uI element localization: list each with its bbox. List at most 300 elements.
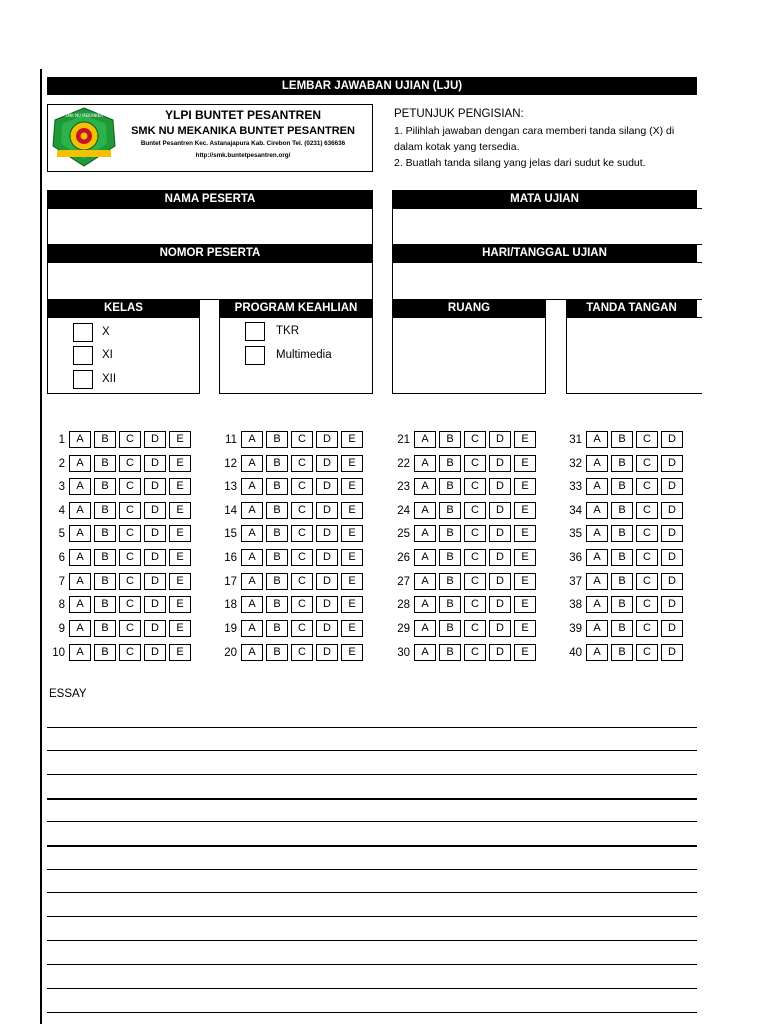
answer-option-box[interactable]: D bbox=[489, 573, 511, 590]
answer-option-box[interactable]: D bbox=[489, 455, 511, 472]
answer-option-box[interactable]: A bbox=[69, 525, 91, 542]
answer-option-box[interactable]: B bbox=[94, 478, 116, 495]
answer-option-box[interactable]: D bbox=[489, 596, 511, 613]
hari-tanggal-header: HARI/TANGGAL UJIAN bbox=[392, 244, 697, 263]
question-number: 13 bbox=[224, 480, 237, 493]
tanda-tangan-field[interactable] bbox=[566, 317, 702, 394]
question-row bbox=[392, 620, 539, 637]
instructions-heading: PETUNJUK PENGISIAN: bbox=[394, 108, 524, 120]
answer-option-box[interactable]: B bbox=[439, 431, 461, 448]
essay-line[interactable] bbox=[47, 727, 697, 728]
question-row bbox=[47, 478, 194, 495]
answer-option-box[interactable]: E bbox=[514, 502, 536, 519]
question-number: 8 bbox=[58, 598, 65, 611]
question-row bbox=[219, 596, 366, 613]
answer-option-box[interactable]: B bbox=[94, 549, 116, 566]
answer-option-box[interactable]: C bbox=[291, 455, 313, 472]
answer-option-box[interactable]: C bbox=[119, 644, 141, 661]
essay-line[interactable] bbox=[47, 821, 697, 822]
answer-option-box[interactable]: A bbox=[586, 431, 608, 448]
question-row bbox=[47, 525, 194, 542]
answer-option-box[interactable]: B bbox=[439, 549, 461, 566]
answer-option-box[interactable]: A bbox=[586, 455, 608, 472]
answer-option-box[interactable]: D bbox=[489, 525, 511, 542]
answer-option-box[interactable]: B bbox=[439, 596, 461, 613]
answer-option-box[interactable]: B bbox=[94, 431, 116, 448]
answer-option-box[interactable]: E bbox=[169, 573, 191, 590]
question-row bbox=[219, 573, 366, 590]
question-number: 28 bbox=[397, 598, 410, 611]
question-number: 37 bbox=[569, 575, 582, 588]
mata-ujian-field[interactable] bbox=[392, 208, 702, 245]
answer-option-box[interactable]: A bbox=[414, 455, 436, 472]
question-row bbox=[392, 478, 539, 495]
answer-option-box[interactable]: D bbox=[661, 478, 683, 495]
answer-option-box[interactable]: D bbox=[316, 502, 338, 519]
answer-option-box[interactable]: A bbox=[241, 431, 263, 448]
answer-option-box[interactable]: B bbox=[266, 620, 288, 637]
essay-line[interactable] bbox=[47, 916, 697, 917]
question-row bbox=[564, 596, 686, 613]
mata-ujian-header: MATA UJIAN bbox=[392, 190, 697, 209]
answer-option-box[interactable]: B bbox=[94, 644, 116, 661]
answer-option-box[interactable]: D bbox=[316, 644, 338, 661]
answer-option-box[interactable]: C bbox=[464, 502, 486, 519]
question-row bbox=[392, 573, 539, 590]
answer-option-box[interactable]: C bbox=[119, 455, 141, 472]
answer-option-box[interactable]: E bbox=[169, 431, 191, 448]
answer-option-box[interactable]: A bbox=[241, 525, 263, 542]
answer-option-box[interactable]: C bbox=[636, 525, 658, 542]
answer-option-box[interactable]: C bbox=[291, 596, 313, 613]
answer-option-box[interactable]: D bbox=[489, 502, 511, 519]
answer-option-box[interactable]: B bbox=[611, 620, 633, 637]
answer-option-box[interactable]: B bbox=[94, 502, 116, 519]
answer-option-box[interactable]: A bbox=[414, 644, 436, 661]
answer-option-box[interactable]: A bbox=[586, 596, 608, 613]
answer-option-box[interactable]: C bbox=[291, 478, 313, 495]
essay-line[interactable] bbox=[47, 988, 697, 989]
answer-option-box[interactable]: E bbox=[169, 502, 191, 519]
answer-option-box[interactable]: C bbox=[636, 573, 658, 590]
answer-option-box[interactable]: A bbox=[241, 620, 263, 637]
answer-option-box[interactable]: E bbox=[514, 596, 536, 613]
hari-tanggal-field[interactable] bbox=[392, 262, 702, 300]
answer-option-box[interactable]: D bbox=[661, 573, 683, 590]
answer-option-box[interactable]: A bbox=[414, 525, 436, 542]
answer-option-box[interactable]: C bbox=[291, 502, 313, 519]
answer-option-box[interactable]: A bbox=[586, 549, 608, 566]
question-number: 19 bbox=[224, 622, 237, 635]
answer-option-box[interactable]: C bbox=[119, 478, 141, 495]
answer-option-box[interactable]: B bbox=[439, 502, 461, 519]
question-number: 7 bbox=[58, 575, 65, 588]
question-row bbox=[392, 549, 539, 566]
question-number: 12 bbox=[224, 457, 237, 470]
answer-option-box[interactable]: A bbox=[414, 596, 436, 613]
question-number: 16 bbox=[224, 551, 237, 564]
question-number: 39 bbox=[569, 622, 582, 635]
answer-option-box[interactable]: B bbox=[611, 573, 633, 590]
question-number: 38 bbox=[569, 598, 582, 611]
answer-option-box[interactable]: D bbox=[316, 455, 338, 472]
answer-option-box[interactable]: D bbox=[489, 644, 511, 661]
school-name: SMK NU MEKANIKA BUNTET PESANTREN bbox=[131, 125, 355, 137]
kelas-x-label: X bbox=[102, 326, 110, 338]
answer-option-box[interactable]: A bbox=[69, 620, 91, 637]
answer-option-box[interactable]: B bbox=[266, 596, 288, 613]
answer-option-box[interactable]: C bbox=[636, 644, 658, 661]
answer-option-box[interactable]: E bbox=[514, 431, 536, 448]
answer-option-box[interactable]: D bbox=[489, 478, 511, 495]
answer-option-box[interactable]: C bbox=[464, 478, 486, 495]
answer-option-box[interactable]: C bbox=[636, 502, 658, 519]
essay-line[interactable] bbox=[47, 750, 697, 751]
essay-line[interactable] bbox=[47, 1012, 697, 1013]
answer-option-box[interactable]: C bbox=[464, 644, 486, 661]
answer-option-box[interactable]: B bbox=[94, 455, 116, 472]
answer-option-box[interactable]: D bbox=[316, 525, 338, 542]
answer-option-box[interactable]: E bbox=[169, 596, 191, 613]
answer-option-box[interactable]: E bbox=[514, 525, 536, 542]
essay-line[interactable] bbox=[47, 845, 697, 847]
question-row bbox=[219, 455, 366, 472]
answer-option-box[interactable]: C bbox=[464, 549, 486, 566]
answer-option-box[interactable]: E bbox=[341, 502, 363, 519]
answer-option-box[interactable]: B bbox=[266, 644, 288, 661]
question-number: 1 bbox=[58, 433, 65, 446]
answer-option-box[interactable]: A bbox=[241, 478, 263, 495]
answer-option-box[interactable]: D bbox=[144, 431, 166, 448]
essay-label: ESSAY bbox=[49, 688, 87, 700]
answer-option-box[interactable]: D bbox=[144, 596, 166, 613]
answer-option-box[interactable]: E bbox=[341, 644, 363, 661]
question-row bbox=[47, 620, 194, 637]
logo-text: SMK NU MEKANIKA bbox=[65, 113, 103, 118]
answer-option-box[interactable]: D bbox=[316, 596, 338, 613]
answer-option-box[interactable]: E bbox=[341, 573, 363, 590]
answer-option-box[interactable]: C bbox=[636, 549, 658, 566]
answer-option-box[interactable]: B bbox=[266, 573, 288, 590]
question-number: 29 bbox=[397, 622, 410, 635]
question-row bbox=[392, 431, 539, 448]
nama-peserta-field[interactable] bbox=[47, 208, 373, 245]
answer-option-box[interactable]: C bbox=[291, 620, 313, 637]
answer-option-box[interactable]: D bbox=[661, 502, 683, 519]
question-row bbox=[47, 431, 194, 448]
school-website: http://smk.buntetpesantren.org/ bbox=[195, 152, 291, 159]
essay-line[interactable] bbox=[47, 774, 697, 775]
answer-option-box[interactable]: D bbox=[661, 644, 683, 661]
kelas-xi-checkbox[interactable] bbox=[73, 346, 93, 365]
question-number: 5 bbox=[58, 527, 65, 540]
answer-option-box[interactable]: C bbox=[636, 431, 658, 448]
question-row bbox=[564, 525, 686, 542]
question-number: 6 bbox=[58, 551, 65, 564]
answer-option-box[interactable]: A bbox=[414, 431, 436, 448]
kelas-header: KELAS bbox=[47, 299, 200, 318]
answer-option-box[interactable]: B bbox=[439, 525, 461, 542]
essay-line[interactable] bbox=[47, 798, 697, 800]
question-number: 27 bbox=[397, 575, 410, 588]
question-row bbox=[564, 478, 686, 495]
answer-option-box[interactable]: A bbox=[586, 644, 608, 661]
answer-option-box[interactable]: A bbox=[586, 502, 608, 519]
answer-option-box[interactable]: A bbox=[69, 455, 91, 472]
answer-option-box[interactable]: A bbox=[414, 502, 436, 519]
answer-option-box[interactable]: E bbox=[341, 455, 363, 472]
answer-option-box[interactable]: A bbox=[69, 478, 91, 495]
answer-option-box[interactable]: C bbox=[464, 455, 486, 472]
answer-option-box[interactable]: A bbox=[241, 644, 263, 661]
answer-option-box[interactable]: E bbox=[169, 478, 191, 495]
essay-line[interactable] bbox=[47, 964, 697, 965]
answer-option-box[interactable]: B bbox=[266, 431, 288, 448]
answer-option-box[interactable]: B bbox=[94, 620, 116, 637]
answer-option-box[interactable]: A bbox=[414, 573, 436, 590]
answer-option-box[interactable]: E bbox=[514, 573, 536, 590]
tanda-tangan-header: TANDA TANGAN bbox=[566, 299, 697, 318]
answer-option-box[interactable]: C bbox=[119, 596, 141, 613]
answer-option-box[interactable]: C bbox=[119, 549, 141, 566]
question-number: 35 bbox=[569, 527, 582, 540]
answer-option-box[interactable]: C bbox=[464, 525, 486, 542]
answer-option-box[interactable]: C bbox=[119, 431, 141, 448]
answer-option-box[interactable]: C bbox=[464, 431, 486, 448]
kelas-xii-checkbox[interactable] bbox=[73, 370, 93, 389]
question-row bbox=[219, 620, 366, 637]
essay-line[interactable] bbox=[47, 892, 697, 893]
answer-option-box[interactable]: C bbox=[291, 549, 313, 566]
answer-option-box[interactable]: C bbox=[464, 620, 486, 637]
answer-option-box[interactable]: A bbox=[414, 549, 436, 566]
answer-option-box[interactable]: D bbox=[489, 620, 511, 637]
answer-option-box[interactable]: B bbox=[611, 478, 633, 495]
answer-option-box[interactable]: A bbox=[586, 620, 608, 637]
question-number: 22 bbox=[397, 457, 410, 470]
kelas-x-checkbox[interactable] bbox=[73, 323, 93, 342]
answer-option-box[interactable]: E bbox=[514, 478, 536, 495]
answer-option-box[interactable]: B bbox=[94, 573, 116, 590]
question-number: 21 bbox=[397, 433, 410, 446]
ttd-gap-line bbox=[566, 299, 567, 394]
question-number: 26 bbox=[397, 551, 410, 564]
question-row bbox=[219, 549, 366, 566]
answer-option-box[interactable]: A bbox=[586, 478, 608, 495]
answer-option-box[interactable]: D bbox=[144, 549, 166, 566]
question-row bbox=[564, 455, 686, 472]
answer-option-box[interactable]: B bbox=[611, 644, 633, 661]
question-row bbox=[392, 455, 539, 472]
answer-option-box[interactable]: D bbox=[144, 502, 166, 519]
answer-option-box[interactable]: B bbox=[611, 525, 633, 542]
answer-option-box[interactable]: C bbox=[291, 644, 313, 661]
answer-option-box[interactable]: E bbox=[514, 549, 536, 566]
answer-option-box[interactable]: A bbox=[241, 502, 263, 519]
answer-option-box[interactable]: C bbox=[291, 525, 313, 542]
sheet-title: LEMBAR JAWABAN UJIAN (LJU) bbox=[47, 77, 697, 95]
question-row bbox=[564, 620, 686, 637]
answer-option-box[interactable]: D bbox=[489, 549, 511, 566]
answer-option-box[interactable]: A bbox=[69, 431, 91, 448]
answer-option-box[interactable]: C bbox=[119, 620, 141, 637]
answer-option-box[interactable]: D bbox=[316, 549, 338, 566]
answer-option-box[interactable]: D bbox=[316, 620, 338, 637]
answer-option-box[interactable]: D bbox=[661, 596, 683, 613]
answer-option-box[interactable]: B bbox=[611, 596, 633, 613]
answer-option-box[interactable]: C bbox=[636, 478, 658, 495]
answer-option-box[interactable]: A bbox=[586, 525, 608, 542]
answer-option-box[interactable]: E bbox=[341, 431, 363, 448]
question-number: 20 bbox=[224, 646, 237, 659]
essay-line[interactable] bbox=[47, 869, 697, 870]
answer-option-box[interactable]: A bbox=[69, 549, 91, 566]
answer-option-box[interactable]: B bbox=[266, 455, 288, 472]
question-number: 40 bbox=[569, 646, 582, 659]
answer-option-box[interactable]: A bbox=[241, 549, 263, 566]
answer-option-box[interactable]: A bbox=[241, 573, 263, 590]
question-number: 25 bbox=[397, 527, 410, 540]
program-multimedia-label: Multimedia bbox=[276, 349, 332, 361]
answer-option-box[interactable]: E bbox=[169, 525, 191, 542]
answer-option-box[interactable]: D bbox=[661, 431, 683, 448]
question-number: 34 bbox=[569, 504, 582, 517]
answer-option-box[interactable]: C bbox=[464, 596, 486, 613]
program-tkr-checkbox[interactable] bbox=[245, 322, 265, 341]
answer-option-box[interactable]: E bbox=[514, 644, 536, 661]
answer-option-box[interactable]: E bbox=[169, 644, 191, 661]
question-row bbox=[219, 644, 366, 661]
answer-option-box[interactable]: D bbox=[661, 455, 683, 472]
answer-option-box[interactable]: B bbox=[439, 478, 461, 495]
answer-option-box[interactable]: C bbox=[636, 620, 658, 637]
answer-option-box[interactable]: D bbox=[489, 431, 511, 448]
answer-option-box[interactable]: E bbox=[341, 620, 363, 637]
program-multimedia-checkbox[interactable] bbox=[245, 346, 265, 365]
answer-option-box[interactable]: D bbox=[316, 478, 338, 495]
answer-option-box[interactable]: A bbox=[241, 455, 263, 472]
answer-option-box[interactable]: E bbox=[341, 549, 363, 566]
answer-option-box[interactable]: D bbox=[144, 478, 166, 495]
answer-option-box[interactable]: B bbox=[439, 573, 461, 590]
question-row bbox=[564, 573, 686, 590]
answer-option-box[interactable]: C bbox=[291, 573, 313, 590]
ruang-gap-line bbox=[545, 299, 546, 394]
question-row bbox=[219, 502, 366, 519]
answer-option-box[interactable]: E bbox=[341, 478, 363, 495]
instruction-line-3: 2. Buatlah tanda silang yang jelas dari sudut ke sudut. bbox=[394, 157, 646, 169]
kelas-box bbox=[47, 317, 200, 394]
nomor-peserta-field[interactable] bbox=[47, 262, 373, 300]
answer-option-box[interactable]: A bbox=[69, 596, 91, 613]
question-row bbox=[564, 549, 686, 566]
answer-option-box[interactable]: E bbox=[514, 455, 536, 472]
question-row bbox=[219, 525, 366, 542]
answer-option-box[interactable]: B bbox=[611, 502, 633, 519]
answer-option-box[interactable]: E bbox=[341, 596, 363, 613]
instruction-line-1: 1. Pilihlah jawaban dengan cara memberi tanda silang (X) di bbox=[394, 125, 675, 137]
school-address: Buntet Pesantren Kec. Astanajapura Kab. Cirebon Tel. (0231) 636636 bbox=[140, 140, 346, 147]
question-row bbox=[392, 596, 539, 613]
answer-option-box[interactable]: D bbox=[661, 525, 683, 542]
answer-option-box[interactable]: D bbox=[661, 549, 683, 566]
question-number: 23 bbox=[397, 480, 410, 493]
question-number: 4 bbox=[58, 504, 65, 517]
answer-option-box[interactable]: C bbox=[119, 573, 141, 590]
question-row bbox=[47, 573, 194, 590]
answer-option-box[interactable]: E bbox=[514, 620, 536, 637]
answer-option-box[interactable]: D bbox=[144, 525, 166, 542]
answer-option-box[interactable]: D bbox=[144, 644, 166, 661]
answer-option-box[interactable]: B bbox=[439, 455, 461, 472]
answer-option-box[interactable]: C bbox=[464, 573, 486, 590]
answer-option-box[interactable]: B bbox=[266, 525, 288, 542]
program-header: PROGRAM KEAHLIAN bbox=[219, 299, 373, 318]
question-row bbox=[47, 502, 194, 519]
nama-peserta-header: NAMA PESERTA bbox=[47, 190, 373, 209]
question-row bbox=[219, 431, 366, 448]
answer-option-box[interactable]: C bbox=[291, 431, 313, 448]
answer-option-box[interactable]: C bbox=[119, 525, 141, 542]
answer-option-box[interactable]: D bbox=[144, 455, 166, 472]
answer-option-box[interactable]: D bbox=[144, 573, 166, 590]
answer-option-box[interactable]: C bbox=[636, 596, 658, 613]
answer-option-box[interactable]: A bbox=[414, 478, 436, 495]
answer-option-box[interactable]: D bbox=[316, 431, 338, 448]
answer-option-box[interactable]: E bbox=[341, 525, 363, 542]
answer-option-box[interactable]: A bbox=[586, 573, 608, 590]
answer-option-box[interactable]: B bbox=[94, 525, 116, 542]
question-row bbox=[219, 478, 366, 495]
answer-option-box[interactable]: B bbox=[439, 620, 461, 637]
kelas-xi-label: XI bbox=[102, 349, 113, 361]
answer-option-box[interactable]: C bbox=[636, 455, 658, 472]
answer-option-box[interactable]: D bbox=[661, 620, 683, 637]
school-header bbox=[47, 104, 373, 172]
answer-option-box[interactable]: B bbox=[611, 455, 633, 472]
answer-option-box[interactable]: B bbox=[94, 596, 116, 613]
answer-option-box[interactable]: A bbox=[69, 502, 91, 519]
answer-option-box[interactable]: A bbox=[414, 620, 436, 637]
answer-option-box[interactable]: E bbox=[169, 620, 191, 637]
answer-option-box[interactable]: E bbox=[169, 455, 191, 472]
answer-option-box[interactable]: D bbox=[316, 573, 338, 590]
answer-option-box[interactable]: A bbox=[69, 573, 91, 590]
question-number: 30 bbox=[397, 646, 410, 659]
essay-line[interactable] bbox=[47, 940, 697, 941]
answer-option-box[interactable]: C bbox=[119, 502, 141, 519]
answer-option-box[interactable]: B bbox=[266, 502, 288, 519]
question-number: 3 bbox=[58, 480, 65, 493]
question-number: 24 bbox=[397, 504, 410, 517]
question-number: 31 bbox=[569, 433, 582, 446]
answer-option-box[interactable]: B bbox=[266, 478, 288, 495]
answer-option-box[interactable]: B bbox=[611, 431, 633, 448]
answer-option-box[interactable]: E bbox=[169, 549, 191, 566]
ruang-field[interactable] bbox=[392, 317, 546, 394]
answer-option-box[interactable]: A bbox=[241, 596, 263, 613]
question-row bbox=[47, 644, 194, 661]
instruction-line-2: dalam kotak yang tersedia. bbox=[394, 141, 520, 153]
answer-option-box[interactable]: B bbox=[266, 549, 288, 566]
answer-option-box[interactable]: B bbox=[611, 549, 633, 566]
answer-option-box[interactable]: B bbox=[439, 644, 461, 661]
question-number: 2 bbox=[58, 457, 65, 470]
answer-option-box[interactable]: D bbox=[144, 620, 166, 637]
question-number: 17 bbox=[224, 575, 237, 588]
answer-option-box[interactable]: A bbox=[69, 644, 91, 661]
question-row bbox=[564, 644, 686, 661]
